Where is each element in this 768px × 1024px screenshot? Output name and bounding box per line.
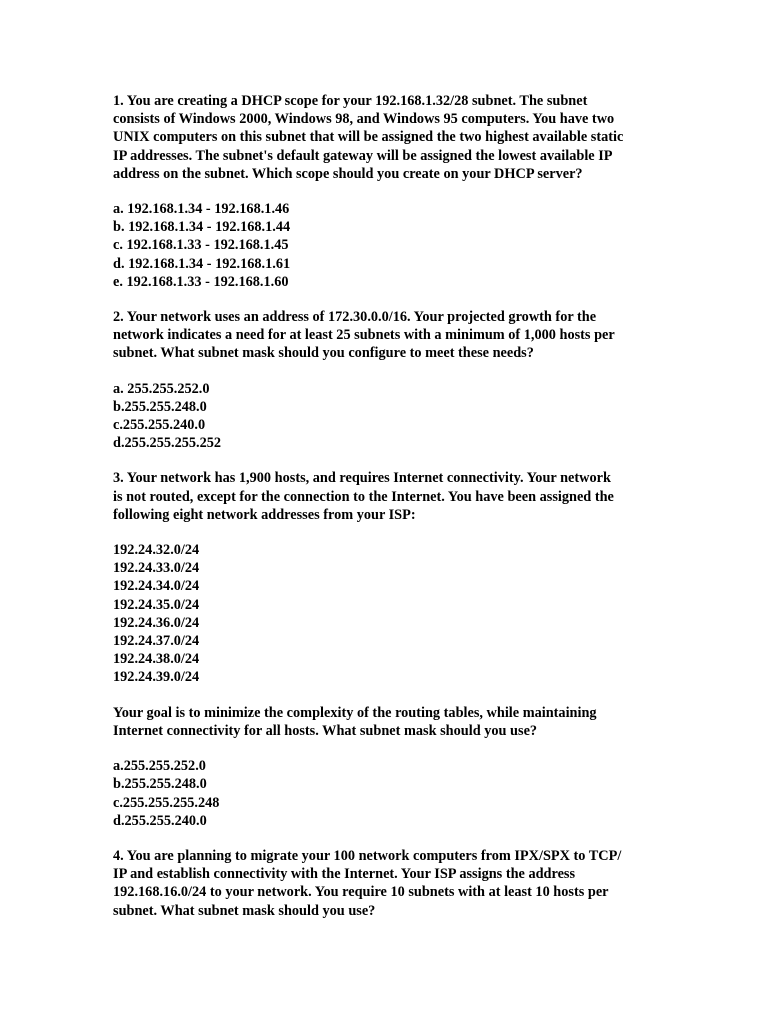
network-address: 192.24.37.0/24 bbox=[113, 633, 200, 650]
paragraph-gap bbox=[113, 363, 673, 380]
text-line: 3. Your network has 1,900 hosts, and requires Internet connectivity. Your network bbox=[113, 470, 611, 487]
paragraph-gap bbox=[113, 524, 673, 541]
text-line: subnet. What subnet mask should you configure to meet these needs? bbox=[113, 345, 534, 362]
question-1-options bbox=[113, 200, 673, 291]
paragraph-gap bbox=[113, 740, 673, 757]
answer-option: d.255.255.240.0 bbox=[113, 812, 207, 829]
answer-option: b.255.255.248.0 bbox=[113, 776, 207, 793]
text-line: 1. You are creating a DHCP scope for your 192.168.1.32/28 subnet. The subnet bbox=[113, 93, 588, 109]
question-2-stem bbox=[113, 308, 673, 363]
paragraph-gap bbox=[113, 830, 673, 847]
question-2-options bbox=[113, 380, 673, 453]
text-line: Your goal is to minimize the complexity of the routing tables, while maintaining bbox=[113, 704, 597, 721]
text-line: 192.168.16.0/24 to your network. You require 10 subnets with at least 10 hosts per bbox=[113, 884, 609, 901]
network-address: 192.24.38.0/24 bbox=[113, 651, 200, 668]
network-address: 192.24.32.0/24 bbox=[113, 542, 200, 559]
question-3-address-list bbox=[113, 541, 673, 687]
text-line: address on the subnet. Which scope should you create on your DHCP server? bbox=[113, 165, 583, 182]
text-line: network indicates a need for at least 25 subnets with a minimum of 1,000 hosts per bbox=[113, 327, 615, 344]
answer-option: e. 192.168.1.33 - 192.168.1.60 bbox=[113, 273, 289, 290]
network-address: 192.24.33.0/24 bbox=[113, 560, 200, 577]
answer-option: c.255.255.255.248 bbox=[113, 794, 220, 811]
answer-option: d. 192.168.1.34 - 192.168.1.61 bbox=[113, 255, 291, 272]
answer-option: a. 255.255.252.0 bbox=[113, 380, 210, 397]
text-line: 2. Your network uses an address of 172.30.0.0/16. Your projected growth for the bbox=[113, 309, 597, 326]
question-4-stem bbox=[113, 847, 673, 920]
paragraph-gap bbox=[113, 183, 673, 200]
answer-option: a.255.255.252.0 bbox=[113, 758, 206, 775]
document-page bbox=[113, 92, 673, 920]
question-1-stem bbox=[113, 92, 673, 183]
question-3-goal bbox=[113, 704, 673, 740]
text-line: Internet connectivity for all hosts. What subnet mask should you use? bbox=[113, 722, 538, 739]
answer-option: c.255.255.240.0 bbox=[113, 417, 206, 434]
text-line: 4. You are planning to migrate your 100 network computers from IPX/SPX to TCP/ bbox=[113, 847, 622, 864]
text-line: subnet. What subnet mask should you use? bbox=[113, 902, 376, 919]
network-address: 192.24.35.0/24 bbox=[113, 596, 200, 613]
text-line: consists of Windows 2000, Windows 98, and Windows 95 computers. You have two bbox=[113, 111, 615, 128]
text-line: UNIX computers on this subnet that will be assigned the two highest available static bbox=[113, 129, 624, 146]
answer-option: b.255.255.248.0 bbox=[113, 398, 207, 415]
text-line: following eight network addresses from your ISP: bbox=[113, 506, 416, 523]
answer-option: d.255.255.255.252 bbox=[113, 435, 222, 452]
paragraph-gap bbox=[113, 687, 673, 704]
answer-option: b. 192.168.1.34 - 192.168.1.44 bbox=[113, 219, 291, 236]
text-line: is not routed, except for the connection to the Internet. You have been assigned the bbox=[113, 488, 614, 505]
paragraph-gap bbox=[113, 452, 673, 469]
answer-option: c. 192.168.1.33 - 192.168.1.45 bbox=[113, 237, 289, 254]
paragraph-gap bbox=[113, 291, 673, 308]
question-3-options bbox=[113, 757, 673, 830]
text-line: IP and establish connectivity with the Internet. Your ISP assigns the address bbox=[113, 866, 576, 883]
network-address: 192.24.39.0/24 bbox=[113, 669, 200, 686]
network-address: 192.24.34.0/24 bbox=[113, 578, 200, 595]
question-3-stem bbox=[113, 469, 673, 524]
network-address: 192.24.36.0/24 bbox=[113, 614, 200, 631]
answer-option: a. 192.168.1.34 - 192.168.1.46 bbox=[113, 201, 290, 218]
text-line: IP addresses. The subnet's default gateway will be assigned the lowest available IP bbox=[113, 147, 613, 164]
